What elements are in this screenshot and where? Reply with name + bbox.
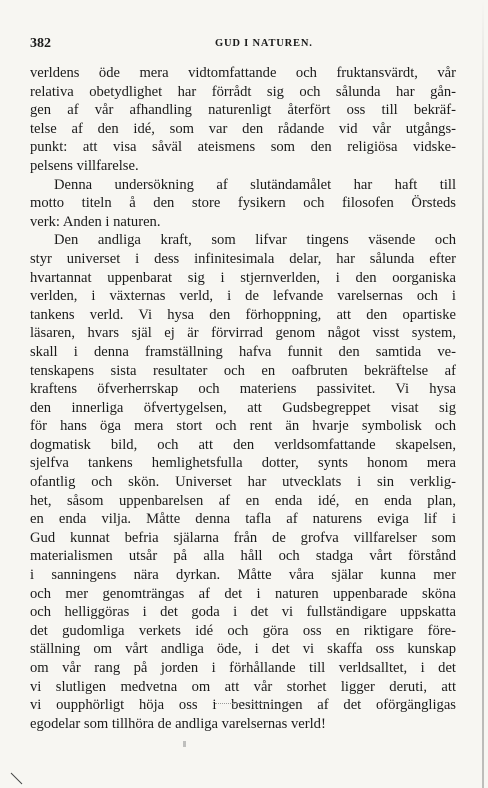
text-line: Gud kunnat befria själarna från de grofva villfarelser som (30, 529, 456, 546)
text-line: den innerliga öfvertygelsen, att Gudsbegreppet visat sig (30, 399, 456, 416)
text-line: styr universet i dess infinitesimala delar, har sålunda efter (30, 250, 456, 267)
text-line: och helliggöras i det goda i det vi fullständigare uppskatta (30, 604, 456, 621)
text-line: punkt: att visa såväl ateismens som den religiösa vidske- (30, 139, 456, 156)
text-line: egodelar som tillhöra de andliga varelsernas verld! (30, 715, 326, 732)
page-end-rule (215, 703, 295, 704)
scan-edge-shadow (482, 0, 484, 788)
text-line: relativa obetydlighet har förrådt sig och sålunda har gån- (30, 83, 456, 100)
text-line: dogmatisk bild, och att den verldsomfattande skapelsen, (30, 436, 456, 453)
text-line: det gudomliga verkets idé och göra oss en riktigare före- (30, 622, 456, 639)
text-line: sjelfva tankens hemlighetsfulla dotter, synts honom mera (30, 455, 456, 472)
text-line: motto titeln å den store fysikern och filosofen Örsteds (30, 195, 456, 212)
text-line: en enda vilja. Måtte denna tafla af naturens eviga lif i (30, 511, 456, 528)
page-header (30, 36, 462, 56)
scan-speck (183, 741, 186, 747)
text-line: tenskapens sista resultater och en oafbruten bekräftelse af (30, 362, 456, 379)
text-line: för hans öga mera stort och rent än hvarje symbolisk och (30, 418, 456, 435)
text-line: tankens verld. Vi hysa den förhoppning, att den opartiske (30, 306, 456, 323)
text-line: hvartannat uppenbarat sig i stjernverlden, i den oorganiska (30, 269, 456, 286)
text-line: pelsens villfarelse. (30, 157, 139, 174)
text-line: och mer genomträngas af det i naturen uppenbarade sköna (30, 585, 456, 602)
text-line: i sanningens nära dyrkan. Måtte våra själar kunna mer (30, 567, 456, 584)
text-line: verk: Anden i naturen. (30, 213, 161, 230)
text-line: kraftens öfverherrskap och materiens passivitet. Vi hysa (30, 381, 456, 398)
running-head: GUD I NATUREN. (215, 38, 313, 49)
text-line: verldens öde mera vidtomfattande och fruktansvärdt, vår (30, 65, 456, 81)
text-line: ofantlig och skön. Universet har utvecklats i sin verklig- (30, 474, 456, 491)
text-line: het, såsom uppenbarelsen af en enda idé, en enda plan, (30, 492, 456, 509)
text-line: Den andliga kraft, som lifvar tingens väsende och (54, 232, 456, 249)
text-line: telse af den idé, som var den rådande vid vår utgångs- (30, 120, 456, 137)
text-line: Denna undersökning af slutändamålet har haft till (54, 176, 456, 193)
text-line: verlden, i växternas verld, i de lefvande varelsernas och i (30, 288, 456, 305)
text-line: gen af vår afhandling naturenligt återfört oss till bekräf- (30, 102, 456, 119)
text-line: vi oupphörligt höja oss i besittningen af det oförgängligas (30, 697, 456, 714)
text-line: om vår rang på jorden i förhållande till verldsalltet, i det (30, 660, 456, 676)
body-text (30, 64, 456, 733)
text-line: vi slutligen medvetna om att vår storhet ligger deruti, att (30, 678, 456, 695)
text-line: skall i denna framställning hafva funnit den samtida ve- (30, 343, 456, 360)
page-number: 382 (30, 36, 51, 51)
text-line: ställning om vårt andliga öde, i det vi skaffa oss kunskap (30, 641, 456, 658)
text-line: läsaren, hvars själ ej är förvirrad genom något visst system, (30, 325, 456, 342)
text-line: materialismen utsår på alla håll och stadga vårt förstånd (30, 548, 456, 565)
scan-mark (10, 772, 24, 786)
